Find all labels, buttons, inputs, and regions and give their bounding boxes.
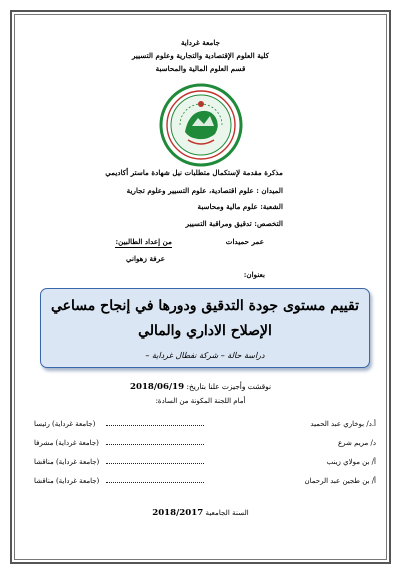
university-logo-icon	[158, 82, 244, 168]
branch-line: الشعبة: علوم مالية ومحاسبة	[197, 202, 283, 211]
member-name: أ/ بن مولاي زينب	[326, 458, 376, 466]
committee-member-row	[34, 437, 376, 449]
dotted-leader	[106, 444, 204, 445]
student-name-2: عرفة زهواني	[125, 254, 165, 263]
member-role: (جامعة غرداية) مناقشا	[34, 458, 100, 466]
authors-label: من إعداد الطالبين:	[115, 237, 172, 246]
specialty-line: التخصص: تدقيق ومراقبة التسيير	[185, 219, 283, 228]
member-role: (جامعة غرداية) رئيسا	[34, 420, 96, 428]
member-role: (جامعة غرداية) مشرفا	[34, 439, 99, 447]
faculty-name: كلية العلوم الإقتصادية والتجارية وعلوم التسيير	[131, 51, 270, 60]
department-name: قسم العلوم المالية والمحاسبة	[155, 64, 246, 73]
committee-heading: أمام اللجنة المكونة من السادة:	[155, 397, 246, 405]
defense-date: 2018/06/19	[129, 382, 185, 392]
student-name-1: عمر حميدات	[225, 237, 264, 246]
defense-date-line	[0, 381, 401, 393]
defense-date-prefix: نوقشت وأجيزت علنا بتاريخ:	[186, 382, 271, 391]
university-name: جامعة غرداية	[180, 38, 221, 47]
thesis-title-line-1: تقييم مستوى جودة التدقيق ودورها في إنجاح مساعي	[51, 298, 359, 314]
member-name: أ/ بن طجين عبد الرحمان	[304, 477, 376, 485]
academic-year: 2018/2017	[152, 508, 204, 518]
field-line: الميدان : علوم اقتصادية، علوم التسيير وعلوم تجارية	[126, 186, 283, 195]
thesis-description: مذكرة مقدمة لإستكمال متطلبات نيل شهادة ماستر أكاديمي	[105, 168, 283, 177]
committee-member-row	[34, 475, 376, 487]
member-name: أ.د/ بوخاري عبد الحميد	[310, 420, 376, 428]
member-role: (جامعة غرداية) مناقشا	[34, 477, 100, 485]
academic-year-prefix: السنة الجامعية	[205, 508, 249, 517]
dotted-leader	[106, 482, 204, 483]
dotted-leader	[106, 463, 204, 464]
committee-member-row	[34, 418, 376, 430]
title-label: بعنوان:	[243, 270, 265, 279]
thesis-title-line-2: الإصلاح الاداري والمالي	[138, 323, 272, 339]
academic-year-line	[0, 507, 401, 519]
member-name: د/ مريم شرع	[337, 439, 376, 447]
case-study-subtitle: دراسة حالة – شركة نفطال غرداية –	[145, 351, 265, 360]
dotted-leader	[106, 425, 204, 426]
committee-member-row	[34, 456, 376, 468]
